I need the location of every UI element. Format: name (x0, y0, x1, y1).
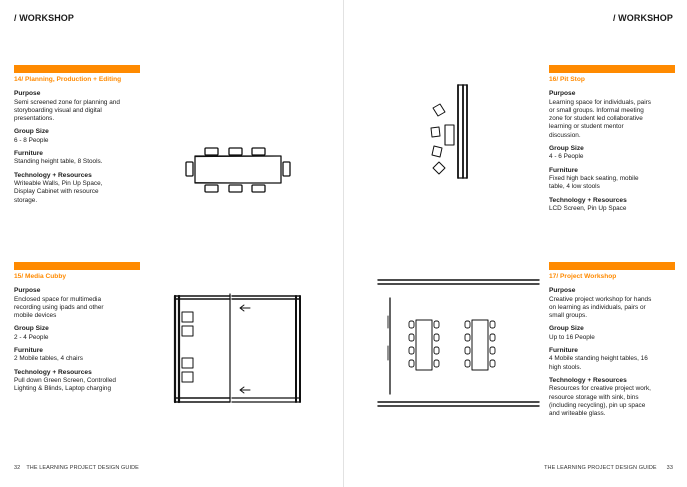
purpose-text: Semi screened zone for planning and storyboarding visual and digital presentations. (14, 98, 120, 123)
page-number-right: 33 (666, 465, 673, 471)
purpose-text: Enclosed space for multimedia recording using ipads and other mobile devices (14, 295, 104, 320)
technology-label: Technology + Resources (549, 196, 627, 204)
pit-stop-seating-sketch (428, 82, 473, 182)
technology-label: Technology + Resources (14, 368, 92, 376)
purpose-text: Learning space for individuals, pairs or small groups. Informal meeting zone for student led collaborative learning or student mentor discussion. (549, 98, 651, 139)
technology-text: Writeable Walls, Pin Up Space, Display Cabinet with resource storage. (14, 179, 103, 204)
technology-label: Technology + Resources (14, 171, 92, 179)
section-title: 16/ Pit Stop (549, 76, 585, 83)
section-title: 14/ Planning, Production + Editing (14, 76, 122, 83)
standing-table-sketch (185, 142, 295, 202)
furniture-label: Furniture (14, 150, 43, 158)
group-size-label: Group Size (549, 325, 584, 333)
section-title: 15/ Media Cubby (14, 273, 67, 280)
section-pit-stop (549, 65, 675, 213)
furniture-text: 2 Mobile tables, 4 chairs (14, 355, 83, 363)
footer-guide-title-right: THE LEARNING PROJECT DESIGN GUIDE (544, 465, 657, 471)
group-size-text: 6 - 8 People (14, 136, 49, 144)
page-number-left: 32 (14, 465, 21, 471)
purpose-label: Purpose (549, 90, 576, 98)
right-page (344, 0, 687, 487)
group-size-label: Group Size (14, 128, 49, 136)
technology-label: Technology + Resources (549, 376, 627, 384)
furniture-text: 4 Mobile standing height tables, 16 high stools. (549, 355, 648, 371)
purpose-label: Purpose (14, 90, 41, 98)
purpose-label: Purpose (14, 287, 41, 295)
page-header-left: / WORKSHOP (14, 13, 75, 23)
furniture-text: Fixed high back seating, mobile table, 4 low stools (549, 174, 639, 191)
footer-right (544, 465, 673, 471)
media-cubby-sketch (170, 290, 305, 410)
group-size-label: Group Size (549, 145, 584, 153)
section-title: 17/ Project Workshop (549, 273, 617, 280)
group-size-text: 2 - 4 People (14, 333, 49, 341)
group-size-text: Up to 16 People (549, 333, 595, 341)
project-workshop-sketch (376, 276, 542, 416)
technology-text: LCD Screen, Pin Up Space (549, 204, 627, 212)
section-bar (549, 262, 675, 270)
technology-text: Resources for creative project work, resource storage with sink, bins (including recycling), pin up space and writeable glass. (549, 385, 651, 418)
furniture-label: Furniture (14, 347, 43, 355)
footer-guide-title-left: THE LEARNING PROJECT DESIGN GUIDE (26, 465, 139, 471)
furniture-label: Furniture (549, 347, 578, 355)
furniture-text: Standing height table, 8 Stools. (14, 158, 103, 166)
purpose-text: Creative project workshop for hands on learning as individuals, pairs or small groups. (549, 295, 652, 320)
section-project-workshop (549, 262, 675, 418)
footer-left (14, 465, 145, 471)
purpose-label: Purpose (549, 287, 576, 295)
section-media-cubby (14, 262, 140, 394)
group-size-text: 4 - 6 People (549, 153, 584, 161)
group-size-label: Group Size (14, 325, 49, 333)
section-bar (14, 262, 140, 270)
technology-text: Pull down Green Screen, Controlled Lighting & Blinds, Laptop charging (14, 376, 116, 393)
furniture-label: Furniture (549, 166, 578, 174)
section-bar (14, 65, 140, 73)
section-planning-production (14, 65, 140, 205)
page-header-right: / WORKSHOP (612, 13, 673, 23)
section-bar (549, 65, 675, 73)
